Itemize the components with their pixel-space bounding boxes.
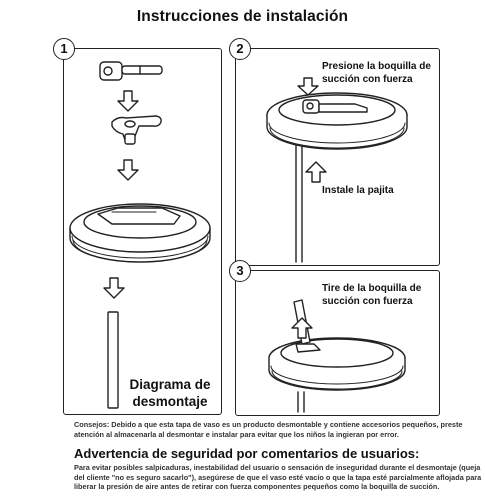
arrow-down-icon bbox=[104, 278, 124, 298]
lid-part-icon bbox=[70, 204, 210, 262]
step-1-label: Diagrama de desmontaje bbox=[129, 377, 211, 409]
mouthpiece-part-icon bbox=[100, 62, 162, 80]
lid-removal-icon bbox=[269, 300, 405, 412]
step-2-top-label: Presione la boquilla de succión con fuerza bbox=[322, 61, 431, 85]
warning-body: Para evitar posibles salpicaduras, inestabilidad del usuario o sensación de inseguridad durante el desmontaje (queja del cliente "no es seguro sacarlo"), asegúrese de que el vaso esté vacío o que la tapa esté parcialmente aflojada para liberar la presión de aire antes de retirar con fuerza componentes pequeños como la boquilla de succión. bbox=[74, 463, 482, 491]
valve-part-icon bbox=[112, 116, 161, 144]
arrow-down-icon bbox=[118, 91, 138, 111]
step-2-number: 2 bbox=[229, 38, 251, 60]
step-1-number: 1 bbox=[53, 38, 75, 60]
straw-part-icon bbox=[108, 312, 118, 408]
lid-assembled-icon bbox=[267, 93, 407, 262]
step-3-number: 3 bbox=[229, 260, 251, 282]
arrow-down-icon bbox=[298, 78, 318, 95]
step-2-bottom-label: Instale la pajita bbox=[322, 185, 394, 196]
step-3-label: Tire de la boquilla de succión con fuerza bbox=[322, 283, 422, 307]
tips-note: Consejos: Debido a que esta tapa de vaso es un producto desmontable y contiene accesorios pequeños, preste atención al almacenarla al desmontar e instalar para evitar que los niños la ingieran por error. bbox=[74, 420, 463, 439]
warning-title: Advertencia de seguridad por comentarios de usuarios: bbox=[74, 446, 420, 461]
arrow-down-icon bbox=[118, 160, 138, 180]
page-title: Instrucciones de instalación bbox=[136, 8, 349, 25]
arrow-up-icon bbox=[306, 162, 326, 182]
